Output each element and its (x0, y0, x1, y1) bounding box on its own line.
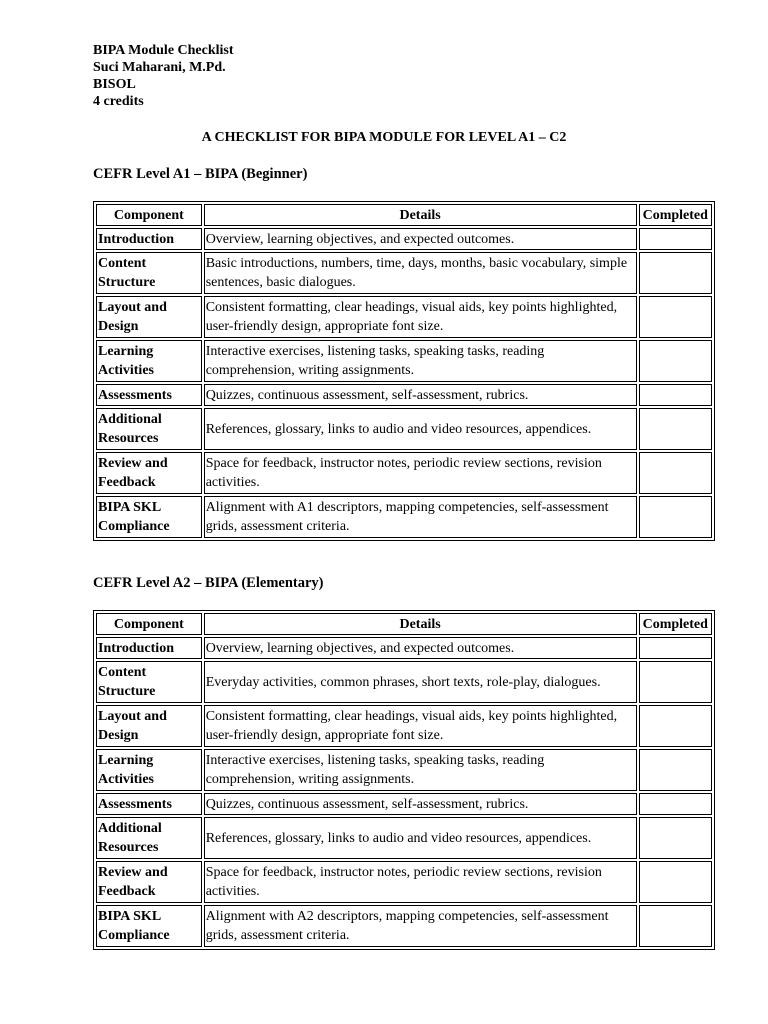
details-cell: Overview, learning objectives, and expected outcomes. (204, 228, 637, 250)
table-row (96, 452, 712, 494)
completed-cell[interactable] (639, 705, 712, 747)
credits: 4 credits (93, 94, 144, 109)
column-header-details: Details (204, 204, 637, 226)
column-header-component: Component (96, 204, 202, 226)
component-cell: Layout and Design (96, 296, 202, 338)
column-header-details: Details (204, 613, 637, 635)
module-title: BIPA Module Checklist (93, 43, 234, 58)
table-row (96, 296, 712, 338)
completed-cell[interactable] (639, 452, 712, 494)
completed-cell[interactable] (639, 408, 712, 450)
table-row (96, 637, 712, 659)
details-cell: Overview, learning objectives, and expected outcomes. (204, 637, 637, 659)
details-cell: Consistent formatting, clear headings, visual aids, key points highlighted, user-friendly design, appropriate font size. (204, 296, 637, 338)
completed-cell[interactable] (639, 496, 712, 538)
completed-cell[interactable] (639, 340, 712, 382)
completed-cell[interactable] (639, 817, 712, 859)
details-cell: Interactive exercises, listening tasks, speaking tasks, reading comprehension, writing assignments. (204, 749, 637, 791)
program-name: BISOL (93, 77, 136, 92)
details-cell: Quizzes, continuous assessment, self-assessment, rubrics. (204, 384, 637, 406)
table-row (96, 661, 712, 703)
component-cell: Learning Activities (96, 340, 202, 382)
details-cell: Basic introductions, numbers, time, days, months, basic vocabulary, simple sentences, basic dialogues. (204, 252, 637, 294)
details-cell: Interactive exercises, listening tasks, speaking tasks, reading comprehension, writing assignments. (204, 340, 637, 382)
completed-cell[interactable] (639, 861, 712, 903)
completed-cell[interactable] (639, 296, 712, 338)
column-header-completed: Completed (639, 613, 712, 635)
details-cell: Alignment with A2 descriptors, mapping competencies, self-assessment grids, assessment criteria. (204, 905, 637, 947)
checklist-table-a2 (93, 610, 715, 950)
completed-cell[interactable] (639, 905, 712, 947)
column-header-completed: Completed (639, 204, 712, 226)
document-header (93, 42, 234, 110)
table-row (96, 496, 712, 538)
table-row (96, 905, 712, 947)
completed-cell[interactable] (639, 384, 712, 406)
component-cell: Review and Feedback (96, 861, 202, 903)
completed-cell[interactable] (639, 252, 712, 294)
details-cell: References, glossary, links to audio and video resources, appendices. (204, 817, 637, 859)
component-cell: Additional Resources (96, 817, 202, 859)
component-cell: Assessments (96, 384, 202, 406)
table-row (96, 705, 712, 747)
completed-cell[interactable] (639, 749, 712, 791)
component-cell: Content Structure (96, 661, 202, 703)
component-cell: Content Structure (96, 252, 202, 294)
details-cell: Quizzes, continuous assessment, self-assessment, rubrics. (204, 793, 637, 815)
details-cell: Space for feedback, instructor notes, periodic review sections, revision activities. (204, 861, 637, 903)
completed-cell[interactable] (639, 228, 712, 250)
component-cell: Introduction (96, 637, 202, 659)
column-header-component: Component (96, 613, 202, 635)
table-row (96, 340, 712, 382)
table-row (96, 228, 712, 250)
table-header-row (96, 204, 712, 226)
table-header-row (96, 613, 712, 635)
table-row (96, 749, 712, 791)
details-cell: Alignment with A1 descriptors, mapping competencies, self-assessment grids, assessment criteria. (204, 496, 637, 538)
completed-cell[interactable] (639, 793, 712, 815)
table-row (96, 793, 712, 815)
checklist-table-a1 (93, 201, 715, 541)
table-row (96, 861, 712, 903)
table-row (96, 408, 712, 450)
details-cell: Everyday activities, common phrases, short texts, role-play, dialogues. (204, 661, 637, 703)
table-row (96, 817, 712, 859)
component-cell: Layout and Design (96, 705, 202, 747)
component-cell: Assessments (96, 793, 202, 815)
document-title: A CHECKLIST FOR BIPA MODULE FOR LEVEL A1 – C2 (201, 130, 567, 145)
component-cell: Review and Feedback (96, 452, 202, 494)
table-row (96, 252, 712, 294)
component-cell: BIPA SKL Compliance (96, 496, 202, 538)
details-cell: Consistent formatting, clear headings, visual aids, key points highlighted, user-friendly design, appropriate font size. (204, 705, 637, 747)
component-cell: Learning Activities (96, 749, 202, 791)
component-cell: BIPA SKL Compliance (96, 905, 202, 947)
component-cell: Introduction (96, 228, 202, 250)
author-name: Suci Maharani, M.Pd. (93, 60, 226, 75)
details-cell: References, glossary, links to audio and video resources, appendices. (204, 408, 637, 450)
details-cell: Space for feedback, instructor notes, periodic review sections, revision activities. (204, 452, 637, 494)
section-heading-a2: CEFR Level A2 – BIPA (Elementary) (93, 575, 324, 591)
completed-cell[interactable] (639, 637, 712, 659)
component-cell: Additional Resources (96, 408, 202, 450)
table-row (96, 384, 712, 406)
section-heading-a1: CEFR Level A1 – BIPA (Beginner) (93, 166, 308, 182)
completed-cell[interactable] (639, 661, 712, 703)
